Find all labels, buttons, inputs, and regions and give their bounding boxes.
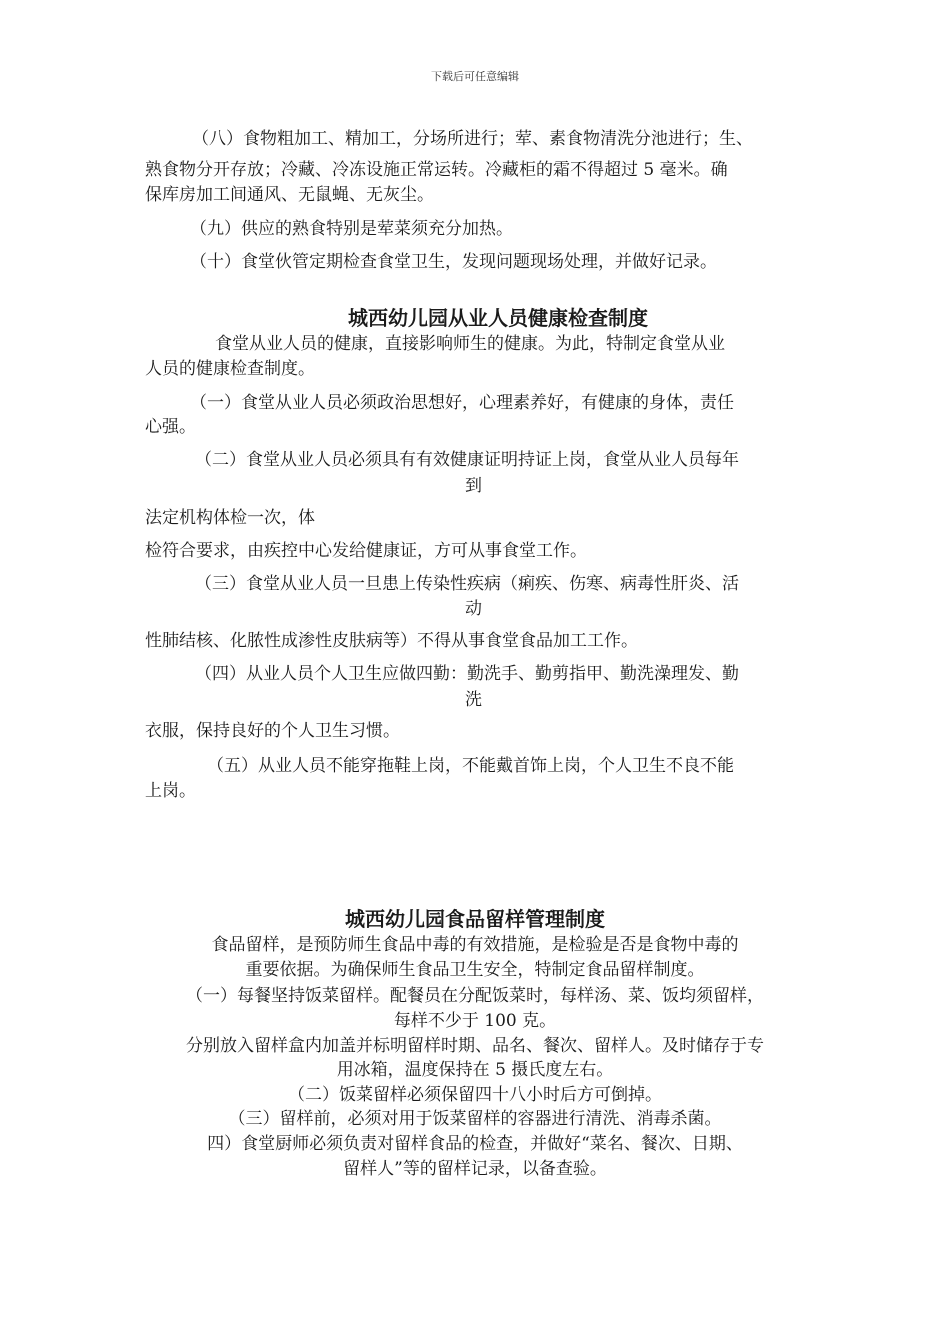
section-3-line-5: 分别放入留样盒内加盖并标明留样时期、品名、餐次、留样人。及时储存于专 — [186, 1036, 764, 1056]
item-3-line-2: 动 — [465, 599, 482, 619]
section-3-line-9: 四）食堂厨师必须负责对留样食品的检查，并做好“菜名、餐次、日期、 — [207, 1134, 743, 1154]
section-3-line-2: 重要依据。为确保师生食品卫生安全，特制定食品留样制度。 — [245, 960, 705, 980]
section-2-intro-line-2: 人员的健康检查制度。 — [145, 359, 315, 379]
section-3-line-8: （三）留样前，必须对用于饭菜留样的容器进行清洗、消毒杀菌。 — [228, 1109, 722, 1129]
item-1-line-1: （一）食堂从业人员必须政治思想好，心理素养好，有健康的身体，责任 — [190, 393, 734, 413]
item-5-line-1: （五）从业人员不能穿拖鞋上岗，不能戴首饰上岗，个人卫生不良不能 — [207, 756, 734, 776]
paragraph-8-line-3: 保库房加工间通风、无鼠蝇、无灰尘。 — [145, 185, 434, 205]
section-3-line-1: 食品留样，是预防师生食品中毒的有效措施，是检验是否是食物中毒的 — [211, 935, 739, 955]
item-5-line-2: 上岗。 — [145, 781, 196, 801]
item-3-line-1: （三）食堂从业人员一旦患上传染性疾病（痢疾、伤寒、病毒性肝炎、活 — [195, 574, 739, 594]
item-4-line-3: 衣服，保持良好的个人卫生习惯。 — [145, 721, 400, 741]
section-3-line-3: （一）每餐坚持饭菜留样。配餐员在分配饭菜时，每样汤、菜、饭均须留样， — [186, 986, 764, 1006]
section-3-line-7: （二）饭菜留样必须保留四十八小时后方可倒掉。 — [288, 1085, 662, 1105]
section-3-line-10: 留样人”等的留样记录，以备查验。 — [343, 1159, 607, 1179]
item-2-line-2: 到 — [465, 476, 482, 496]
section-3-title: 城西幼儿园食品留样管理制度 — [345, 907, 605, 931]
section-2-title: 城西幼儿园从业人员健康检查制度 — [348, 306, 648, 330]
paragraph-8-line-2: 熟食物分开存放；冷藏、冷冻设施正常运转。冷藏柜的霜不得超过 5 毫米。确 — [145, 160, 728, 180]
paragraph-8-line-1: （八）食物粗加工、精加工，分场所进行；荤、素食物清洗分池进行；生、 — [192, 129, 753, 149]
item-2-line-3: 法定机构体检一次，体 — [145, 508, 315, 528]
item-2-line-4: 检符合要求，由疾控中心发给健康证，方可从事食堂工作。 — [145, 541, 587, 561]
item-4-line-1: （四）从业人员个人卫生应做四勤：勤洗手、勤剪指甲、勤洗澡理发、勤 — [195, 664, 739, 684]
section-2-intro-line-1: 食堂从业人员的健康，直接影响师生的健康。为此，特制定食堂从业 — [215, 334, 725, 354]
item-3-line-3: 性肺结核、化脓性成渗性皮肤病等）不得从事食堂食品加工工作。 — [145, 631, 638, 651]
item-2-line-1: （二）食堂从业人员必须具有有效健康证明持证上岗，食堂从业人员每年 — [195, 450, 739, 470]
section-3-line-4: 每样不少于 100 克。 — [393, 1011, 557, 1031]
page-header: 下载后可任意编辑 — [431, 70, 519, 83]
paragraph-9: （九）供应的熟食特别是荤菜须充分加热。 — [190, 219, 513, 239]
item-4-line-2: 洗 — [465, 690, 482, 710]
paragraph-10: （十）食堂伙管定期检查食堂卫生，发现问题现场处理，并做好记录。 — [190, 252, 717, 272]
item-1-line-2: 心强。 — [145, 417, 196, 437]
section-3-line-6: 用冰箱，温度保持在 5 摄氏度左右。 — [336, 1060, 614, 1080]
